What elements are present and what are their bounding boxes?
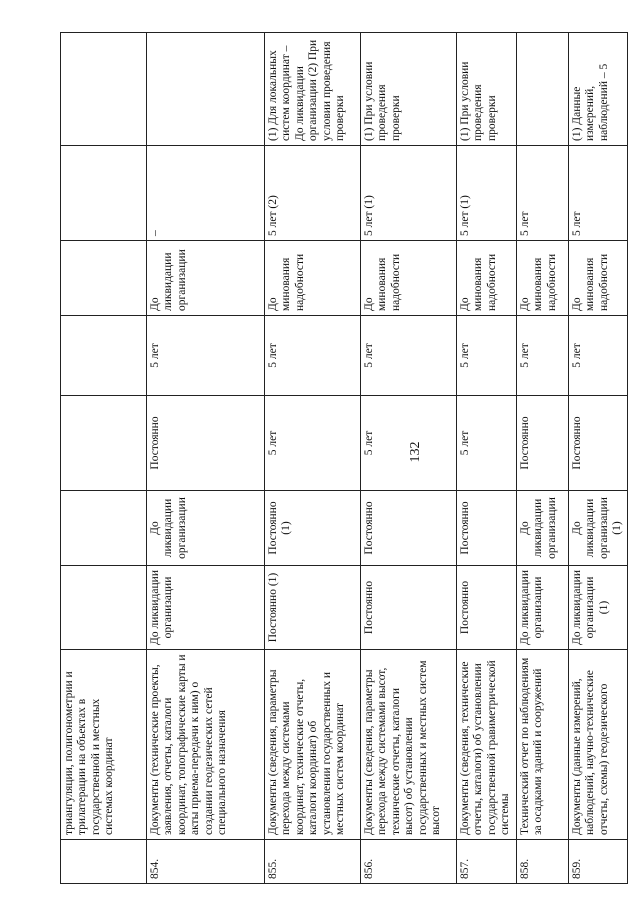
retention-col-5: До минования надобности <box>457 241 517 316</box>
retention-col-6 <box>61 146 147 241</box>
document-description: Документы (сведения, технические отчеты, каталоги) об установлении государственной гравиметрической системы <box>457 650 517 840</box>
retention-col-4: 5 лет <box>265 316 361 396</box>
retention-col-3 <box>61 396 147 491</box>
retention-col-4 <box>61 316 147 396</box>
retention-col-5: До минования надобности <box>517 241 569 316</box>
retention-col-6: 5 лет <box>517 146 569 241</box>
retention-col-1: До ликвидации организации <box>517 566 569 650</box>
retention-col-3: Постоянно <box>517 396 569 491</box>
document-description: Документы (сведения, параметры перехода между системами координат, технические отчеты, каталоги координат) об установлении государственных и местных систем координат <box>265 650 361 840</box>
retention-col-4: 5 лет <box>457 316 517 396</box>
retention-col-2: Постоянно <box>457 491 517 566</box>
retention-col-3: 5 лет <box>265 396 361 491</box>
retention-col-4: 5 лет <box>569 316 628 396</box>
table-row <box>457 33 517 884</box>
row-number <box>61 840 147 884</box>
retention-col-5: До минования надобности <box>361 241 457 316</box>
retention-col-3: Постоянно <box>147 396 265 491</box>
rotated-table-area <box>60 33 624 884</box>
table-row <box>147 33 265 884</box>
retention-col-5: До минования надобности <box>569 241 628 316</box>
notes: (1) Данные измерений, наблюдений – 5 <box>569 33 628 146</box>
notes <box>517 33 569 146</box>
row-number: 858. <box>517 840 569 884</box>
row-number: 855. <box>265 840 361 884</box>
table-row <box>517 33 569 884</box>
document-description: Документы (данные измерений, наблюдений, научно-технические отчеты, схемы) геодезического <box>569 650 628 840</box>
retention-col-6: 5 лет (1) <box>457 146 517 241</box>
retention-col-1: Постоянно <box>361 566 457 650</box>
retention-col-5: До ликвидации организации <box>147 241 265 316</box>
notes: (1) При условии проведения проверки <box>457 33 517 146</box>
document-description: триангуляции, полигонометрии и трилатерации на объектах в государственной и местных системах координат <box>61 650 147 840</box>
retention-col-3: Постоянно <box>569 396 628 491</box>
retention-col-3: 5 лет <box>457 396 517 491</box>
retention-table <box>60 32 628 884</box>
row-number: 859. <box>569 840 628 884</box>
retention-col-2: До ликвидации организации (1) <box>569 491 628 566</box>
retention-col-1: Постоянно <box>457 566 517 650</box>
retention-col-6: 5 лет (1) <box>361 146 457 241</box>
retention-col-4: 5 лет <box>147 316 265 396</box>
row-number: 854. <box>147 840 265 884</box>
row-number: 856. <box>361 840 457 884</box>
retention-col-3: 5 лет <box>361 396 457 491</box>
retention-col-5 <box>61 241 147 316</box>
retention-col-1: Постоянно (1) <box>265 566 361 650</box>
page-number: 132 <box>408 441 423 463</box>
retention-col-6: 5 лет (2) <box>265 146 361 241</box>
document-description: Документы (сведения, параметры перехода между системами высот, технические отчеты, каталоги высот) об установлении государственных и местных систем высот <box>361 650 457 840</box>
notes <box>61 33 147 146</box>
table-row <box>265 33 361 884</box>
retention-col-2: Постоянно <box>361 491 457 566</box>
row-number: 857. <box>457 840 517 884</box>
retention-col-4: 5 лет <box>361 316 457 396</box>
notes <box>147 33 265 146</box>
retention-col-6: 5 лет <box>569 146 628 241</box>
retention-col-2 <box>61 491 147 566</box>
retention-col-4: 5 лет <box>517 316 569 396</box>
table-row <box>61 33 147 884</box>
retention-col-2: Постоянно (1) <box>265 491 361 566</box>
table-row <box>361 33 457 884</box>
retention-col-5: До минования надобности <box>265 241 361 316</box>
table-row <box>569 33 628 884</box>
retention-col-2: До ликвидации организации <box>147 491 265 566</box>
notes: (1) Для локальных систем координат – До ликвидации организации (2) При условии проведения проверки <box>265 33 361 146</box>
retention-col-1: До ликвидации организации <box>147 566 265 650</box>
document-description: Технический отчет по наблюдениям за осадками зданий и сооружений <box>517 650 569 840</box>
retention-col-1: До ликвидации организации (1) <box>569 566 628 650</box>
retention-col-6: – <box>147 146 265 241</box>
notes: (1) При условии проведения проверки <box>361 33 457 146</box>
retention-col-2: До ликвидации организации <box>517 491 569 566</box>
retention-col-1 <box>61 566 147 650</box>
document-description: Документы (технические проекты, заявления, отчеты, каталоги координат, топографические карты и акты приема-передачи к ним) о создании геодезических сетей специального назначения <box>147 650 265 840</box>
